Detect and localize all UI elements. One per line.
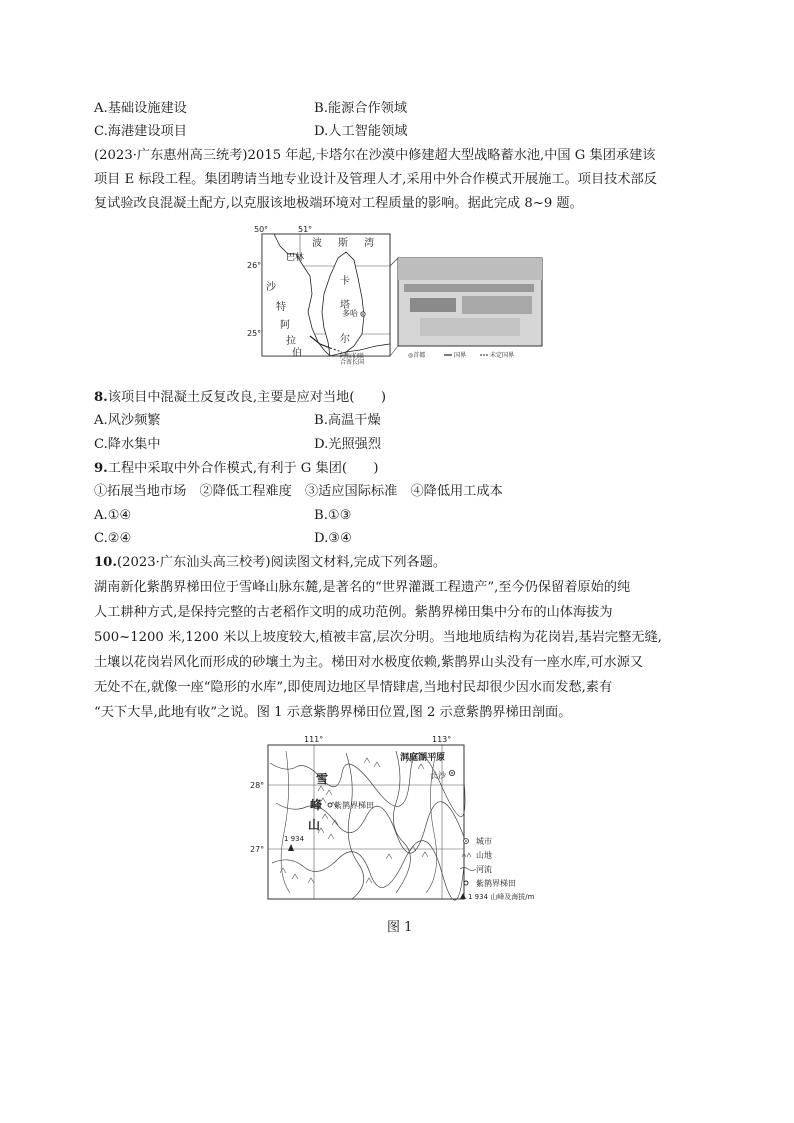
peak-elevation-label: 1 934 [284, 835, 305, 843]
bahrain-label: 巴林 [286, 253, 305, 263]
legend-river: 河流 [476, 865, 492, 874]
changsha-label: 长沙 [430, 771, 446, 780]
q9-option-c: C.②④ [94, 531, 132, 546]
q9-text: 工程中采取中外合作模式,有利于 G 集团( ) [107, 461, 379, 476]
legend-terraces: 紫鹊界梯田 [476, 879, 516, 888]
ziquejie-map-figure [246, 733, 546, 905]
q10-paragraph-line-3: 500~1200 米,1200 米以上坡度较大,植被丰富,层次分明。当地地质结构为花岗岩,基岩完整无缝, [94, 630, 662, 645]
q9-items: ①拓展当地市场 ②降低工程难度 ③适应国际标准 ④降低用工成本 [94, 484, 503, 499]
gulf-label-3: 湾 [364, 238, 374, 249]
q10-paragraph-line-5: 无处不在,就像一座“隐形的水库”,即使周边地区旱情肆虐,当地村民却很少因水而发愁,素有 [94, 680, 613, 695]
saudi-label-2: 特 [276, 302, 286, 313]
q9-number: 9. [94, 461, 108, 476]
xuefeng-label-2: 峰 [310, 798, 323, 812]
q7-option-c: C.海港建设项目 [94, 124, 187, 139]
map2-lat-top: 28° [250, 781, 265, 790]
q9-stem [94, 459, 379, 479]
intro-line-2: 项目 E 标段工程。集团聘请当地专业设计及管理人才,采用中外合作模式开展施工。项目技术部反 [94, 172, 657, 187]
doha-label: 多哈 [342, 309, 358, 318]
q10-number: 10. [94, 555, 117, 570]
q7-option-b: B.能源合作领域 [314, 101, 408, 116]
dongting-plain-label: 洞庭湖平原 [400, 753, 446, 763]
q7-options-row-2 [94, 122, 408, 142]
xuefeng-label-3: 山 [308, 818, 321, 832]
map1-lat-bottom: 25° [247, 329, 262, 338]
legend-undefined-border: 未定国界 [490, 352, 515, 359]
q7-option-d: D.人工智能领域 [314, 124, 408, 139]
q8-text: 该项目中混凝土反复改良,主要是应对当地( ) [107, 390, 387, 405]
q10-paragraph-line-2: 人工耕种方式,是保持完整的古老稻作文明的成功范例。紫鹊界梯田集中分布的山体海拔为 [94, 605, 613, 620]
terraces-map-label: 紫鹊界梯田 [334, 801, 374, 810]
q8-number: 8. [94, 390, 108, 405]
map2-lon-left: 111° [304, 735, 324, 744]
saudi-label-3: 阿 [280, 320, 290, 331]
qatar-label-2: 塔 [340, 300, 350, 311]
xuefeng-label-1: 雪 [316, 772, 329, 786]
saudi-label-4: 拉 [286, 336, 296, 347]
q8-option-a: A.风沙频繁 [94, 413, 161, 428]
legend-mountain: 山地 [476, 851, 492, 860]
legend-city: 城市 [476, 837, 492, 846]
q10-stem [94, 553, 446, 573]
intro-line-3: 复试验改良混凝土配方,以克服该地极端环境对工程质量的影响。据此完成 8~9 题。 [94, 196, 583, 211]
legend-border: 国界 [454, 352, 467, 359]
figure-1-caption: 图 1 [387, 920, 413, 935]
gulf-label-1: 波 [312, 238, 322, 249]
q7-option-a: A.基础设施建设 [94, 101, 187, 116]
map1-lon-right: 51° [298, 225, 313, 234]
q8-option-b: B.高温干燥 [314, 413, 381, 428]
q10-paragraph-line-4: 土壤以花岗岩风化而形成的砂壤土为主。梯田对水极度依赖,紫鹊界山头没有一座水库,可水源又 [94, 655, 644, 670]
q8-stem [94, 388, 386, 408]
legend-peak: 1 934 山峰及海拔/m [468, 893, 535, 901]
q8-options-row-1 [94, 411, 381, 431]
map1-lat-top: 26° [247, 261, 262, 270]
q8-option-d: D.光照强烈 [314, 437, 382, 452]
map2-lat-bottom: 27° [250, 845, 265, 854]
q9-options-row-2 [94, 529, 352, 549]
qatar-label-1: 卡 [340, 276, 350, 287]
legend-capital: ◎首都 [408, 352, 426, 359]
qatar-map-figure [247, 224, 550, 366]
q9-option-d: D.③④ [314, 531, 352, 546]
q10-paragraph-line-6: “天下大旱,此地有收”之说。图 1 示意紫鹊界梯田位置,图 2 示意紫鹊界梯田剖面。 [94, 705, 572, 720]
q10-text: (2023·广东汕头高三校考)阅读图文材料,完成下列各题。 [116, 555, 447, 570]
saudi-label-1: 沙 [266, 282, 276, 293]
q8-option-c: C.降水集中 [94, 437, 161, 452]
q9-options-row-1 [94, 506, 352, 526]
q9-option-a: A.①④ [94, 508, 132, 523]
intro-line-1: (2023·广东惠州高三统考)2015 年起,卡塔尔在沙漠中修建超大型战略蓄水池,中国 G 集团承建该 [94, 148, 656, 163]
q10-paragraph-line-1: 湖南新化紫鹊界梯田位于雪峰山脉东麓,是著名的“世界灌溉工程遗产”,至今仍保留着原始的纯 [94, 580, 631, 595]
q9-option-b: B.①③ [314, 508, 352, 523]
gulf-label-2: 斯 [338, 238, 348, 249]
saudi-label-5: 伯 [292, 348, 302, 359]
uae-label-2: 合酋长国 [340, 359, 365, 366]
map1-lon-left: 50° [254, 225, 269, 234]
map2-lon-right: 113° [432, 735, 452, 744]
q8-options-row-2 [94, 435, 382, 455]
q7-options-row-1 [94, 99, 408, 119]
uae-label-1: 阿拉伯联 [340, 353, 365, 360]
qatar-label-3: 尔 [340, 334, 350, 345]
